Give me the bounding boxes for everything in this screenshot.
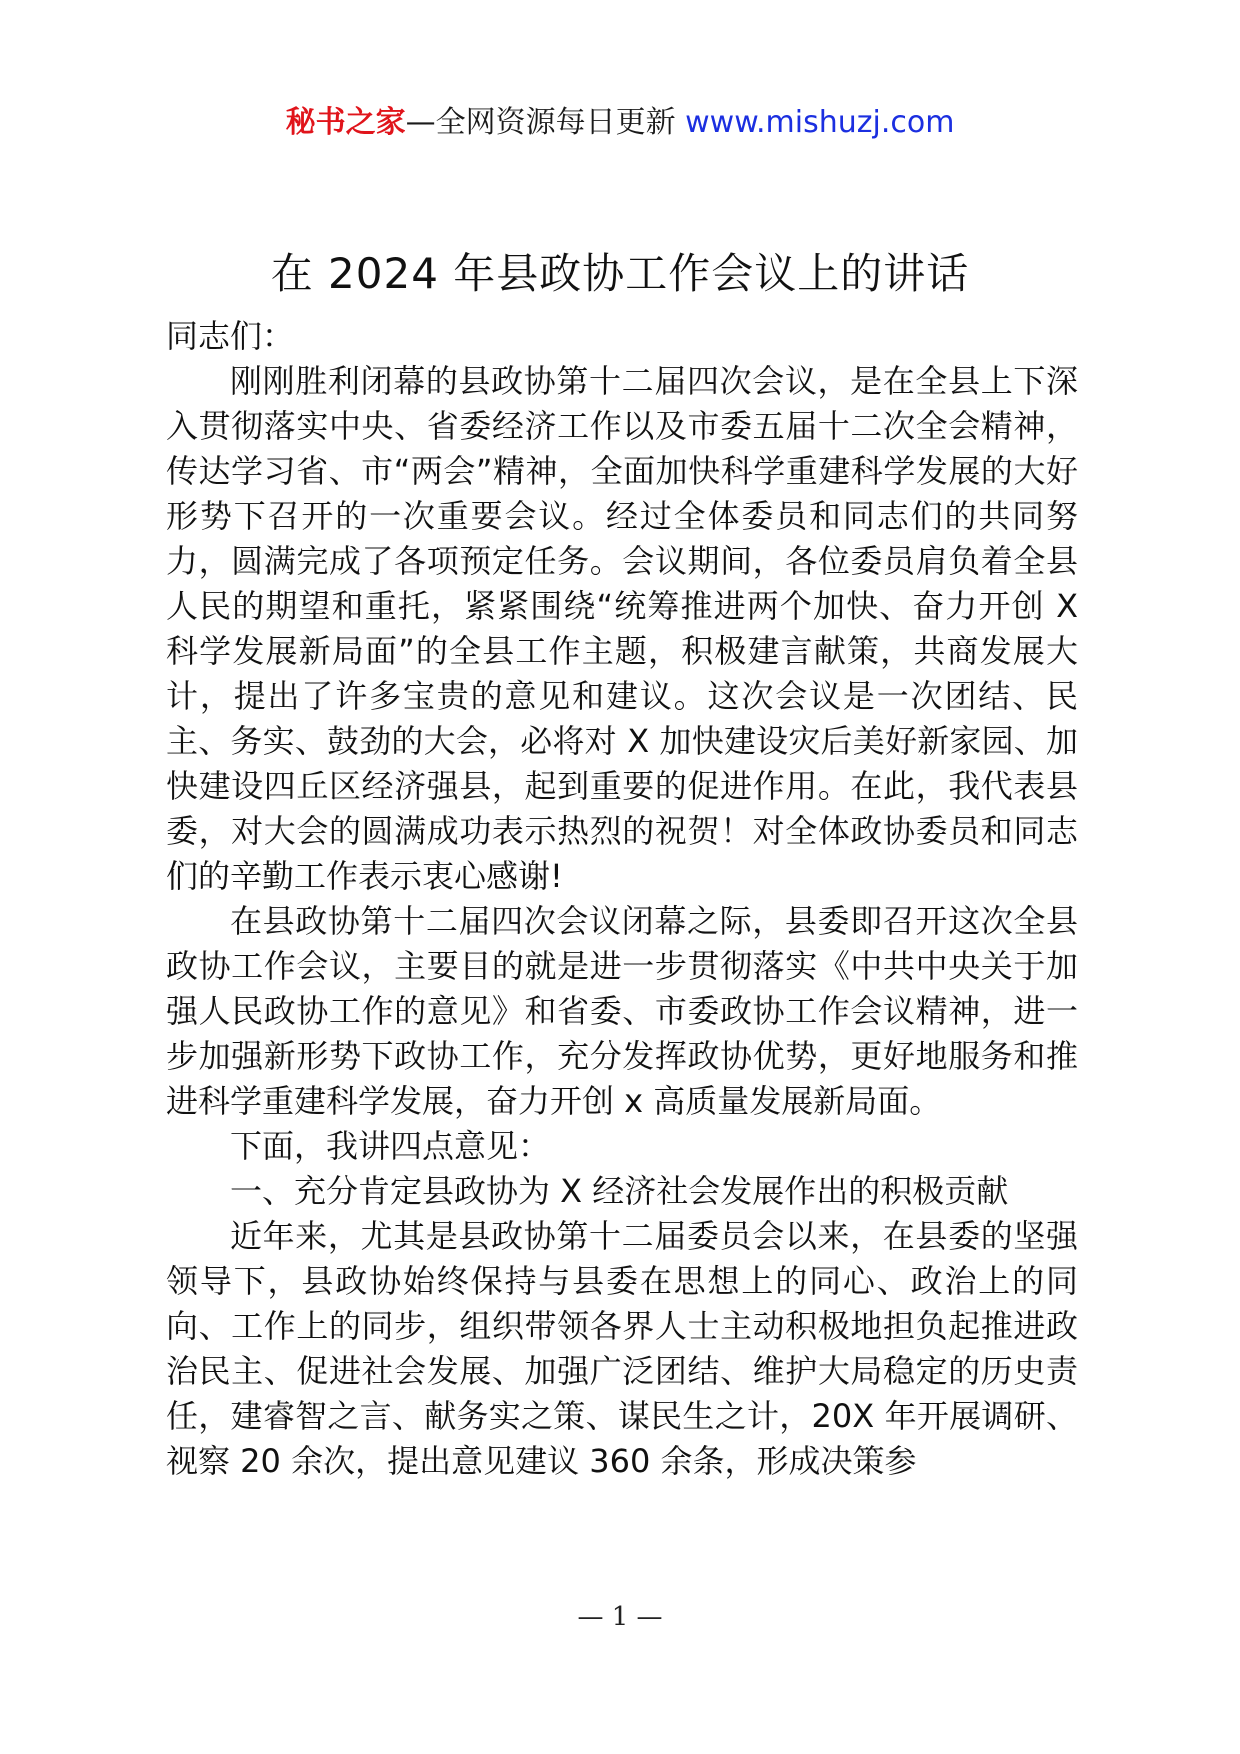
paragraph: 在县政协第十二届四次会议闭幕之际，县委即召开这次全县政协工作会议，主要目的就是进一步贯彻落实《中共中央关于加强人民政协工作的意见》和省委、市委政协工作会议精神，进一步加强新形势下政协工作，充分发挥政协优势，更好地服务和推进科学重建科学发展，奋力开创 x 高质量发展新局面。	[166, 902, 1078, 1120]
paragraph: 刚刚胜利闭幕的县政协第十二届四次会议，是在全县上下深入贯彻落实中央、省委经济工作以及市委五届十二次全会精神，传达学习省、市“两会”精神，全面加快科学重建科学发展的大好形势下召开的一次重要会议。经过全体委员和同志们的共同努力，圆满完成了各项预定任务。会议期间，各位委员肩负着全县人民的期望和重托，紧紧围绕“统筹推进两个加快、奋力开创 X 科学发展新局面”的全县工作主题，积极建言献策，共商发展大计，提出了许多宝贵的意见和建议。这次会议是一次团结、民主、务实、鼓劲的大会，必将对 X 加快建设灾后美好新家园、加快建设四丘区经济强县，起到重要的促进作用。在此，我代表县委，对大会的圆满成功表示热烈的祝贺！对全体政协委员和同志们的辛勤工作表示衷心感谢!	[166, 362, 1078, 895]
brand-name: 秘书之家	[285, 105, 406, 140]
paragraph: 近年来，尤其是县政协第十二届委员会以来，在县委的坚强领导下，县政协始终保持与县委在思想上的同心、政治上的同向、工作上的同步，组织带领各界人士主动积极地担负起推进政治民主、促进社会发展、加强广泛团结、维护大局稳定的历史责任，建睿智之言、献务实之策、谋民生之计，20X 年开展调研、视察 20 余次，提出意见建议 360 余条，形成决策参	[166, 1217, 1078, 1480]
salutation: 同志们：	[166, 317, 295, 355]
site-url-link[interactable]: www.mishuzj.com	[685, 105, 955, 140]
site-header	[0, 100, 1240, 146]
paragraph: 下面，我讲四点意见：	[230, 1127, 551, 1165]
site-tagline: —全网资源每日更新	[405, 105, 676, 140]
document-body	[166, 314, 1078, 1484]
document-title: 在 2024 年县政协工作会议上的讲话	[270, 249, 970, 298]
section-heading: 一、充分肯定县政协为 X 经济社会发展作出的积极贡献	[230, 1172, 1009, 1210]
page-number: — 1 —	[577, 1602, 663, 1632]
